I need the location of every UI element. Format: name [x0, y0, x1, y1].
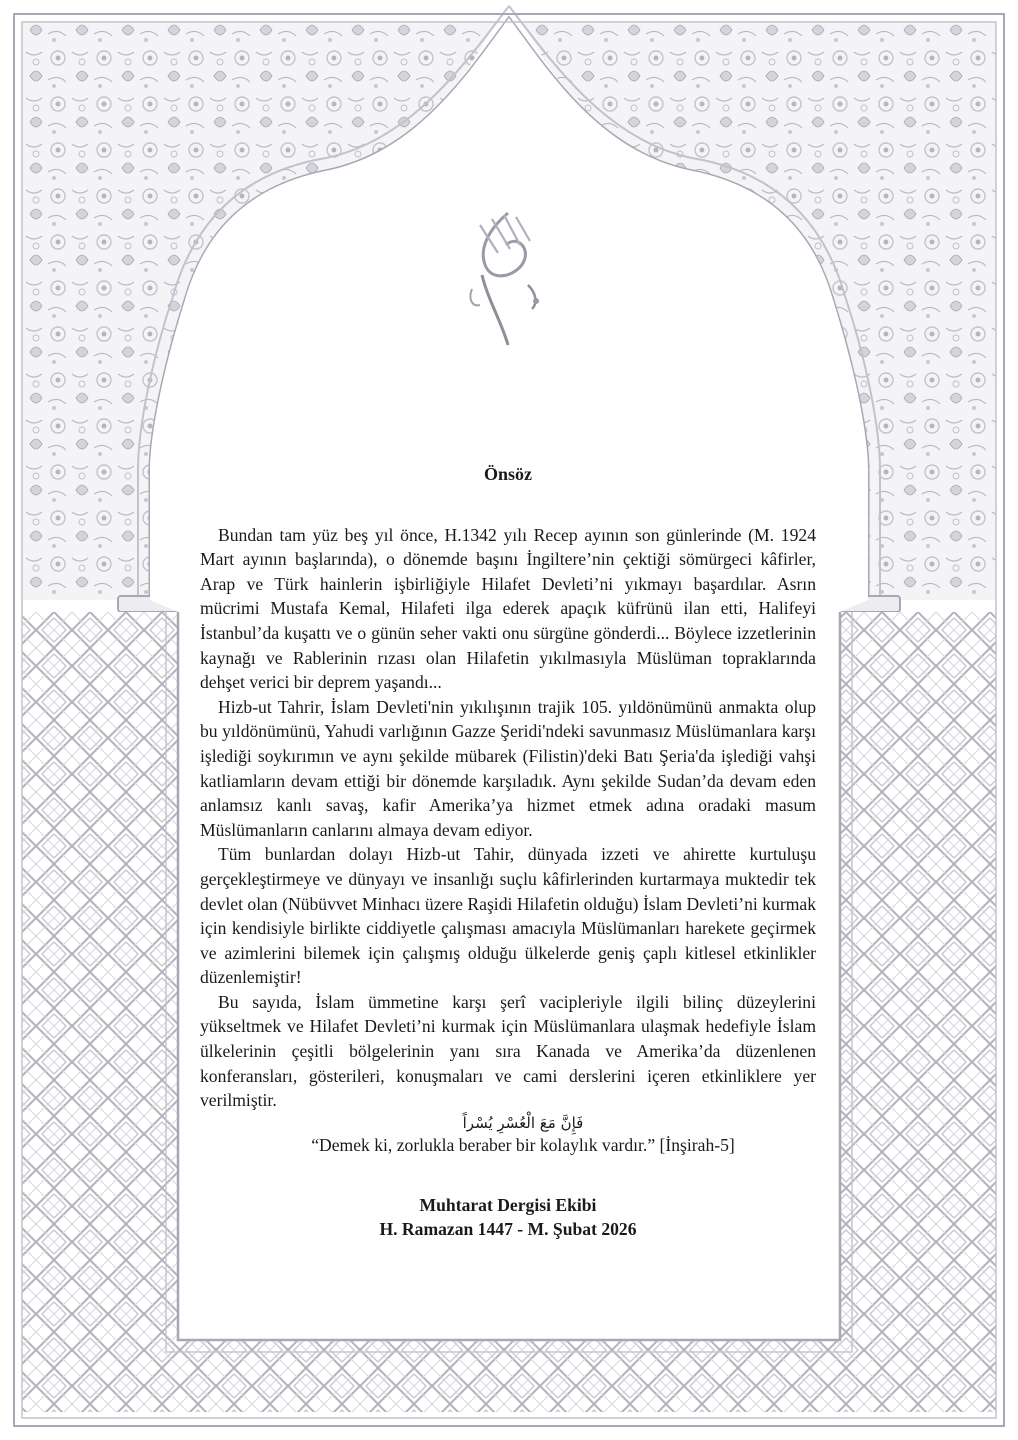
paragraph: Bundan tam yüz beş yıl önce, H.1342 yılı Recep ayının son günlerinde (M. 1924 Mart ayının başlarında), o dönemde başını İngiltere’nin çektiği sömürgeci kâfirler, Arap ve Türk hainlerin işbirliğiyle Hilafet Devleti’ni yıkmayı başardılar. Asrın mücrimi Mustafa Kemal, Hilafeti ilga ederek apaçık küfrünü ilan etti, Halifeyi İstanbul’da kuşattı ve o günün seher vakti onu sürgüne gönderdi... Böylece izzetlerinin kaynağı ve Rablerinin rızası olan Hilafetin yıkılmasıyla Müslüman topraklarında dehşet verici bir deprem yaşandı...: [200, 524, 816, 693]
preface-content: [200, 462, 816, 1241]
paragraph: Tüm bunlardan dolayı Hizb-ut Tahir, dünyada izzeti ve ahirette kurtuluşu gerçekleştirmeye ve dünyayı ve insanlığı suçlu kâfirlerinden kurtarmaya muktedir tek devlet olan (Nübüvvet Minhacı üzere Raşidi Hilafetin olduğu) İslam Devleti’ni kurmak için kendisiyle birlikte ciddiyetle çalışması amacıyla Müslümanları harekete geçirmek ve azimlerini bilemek için çalışmış olduğu ülkelerde geniş çaplı kitlesel etkinlikler düzenlemiştir!: [200, 844, 816, 988]
signature-block: [200, 1193, 816, 1241]
paragraph: Bu sayıda, İslam ümmetine karşı şerî vacipleriyle ilgili bilinç düzeylerini yükseltmek ve Hilafet Devleti’ni kurmak için Müslümanlara ulaşmak hedefiyle İslam ülkelerinin çeşitli bölgelerinin yanı sıra Kanada ve Amerika’da düzenlenen konferansları, gösterileri, konuşmaları ve cami derslerini içeren etkinliklere yer verilmiştir.: [200, 991, 816, 1111]
signature-team: Muhtarat Dergisi Ekibi: [419, 1195, 597, 1216]
page-title: Önsöz: [483, 464, 532, 484]
paragraph: Hizb-ut Tahrir, İslam Devleti'nin yıkılışının trajik 105. yıldönümünü anmakta olup bu yıldönümünü, Yahudi varlığının Gazze Şeridi'ndeki savunmasız Müslümanlara karşı işlediği soykırımın ve aynı şekilde mübarek (Filistin)'deki Batı Şeria'da işlediği vahşi katliamların devam ettiği bir dönemde karşıladık. Aynı şekilde Sudan’da devam eden anlamsız kanlı savaş, kafir Amerika’ya hizmet etmek adına oradaki masum Müslümanların canlarını almaya devam ediyor.: [200, 696, 816, 840]
bismillah-calligraphy: [458, 205, 558, 350]
quran-verse-translation: “Demek ki, zorlukla beraber bir kolaylık vardır.” [İnşirah-5]: [311, 1134, 735, 1155]
signature-date: H. Ramazan 1447 - M. Şubat 2026: [379, 1219, 637, 1240]
quran-verse-arabic: فَإِنَّ مَعَ الْعُسْرِ يُسْراً: [462, 1113, 584, 1132]
